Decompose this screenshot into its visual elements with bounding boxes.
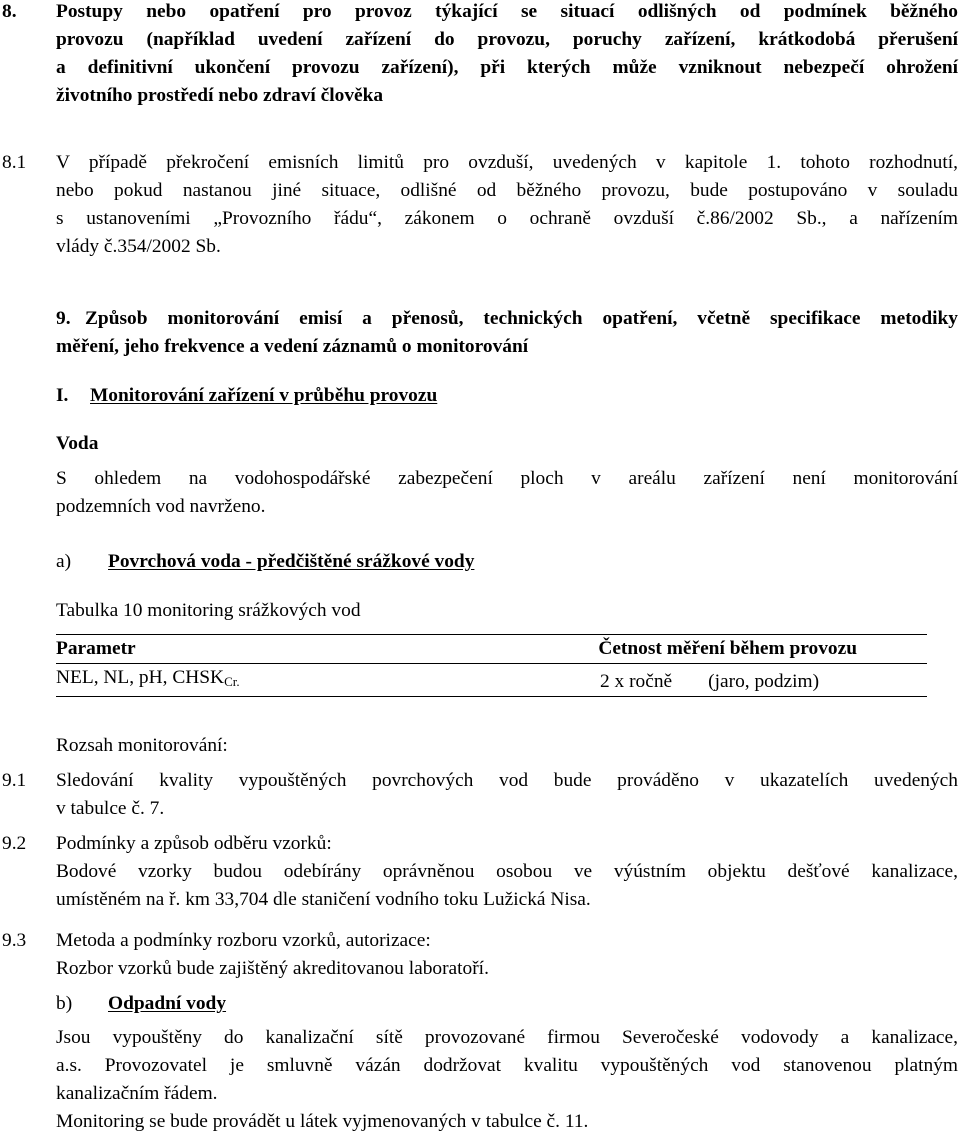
section-9-title bbox=[85, 305, 958, 333]
subsection-a-letter: a) bbox=[56, 551, 72, 572]
item-8-1-line: vlády č.354/2002 Sb. bbox=[56, 236, 221, 257]
odpadni-line: a.s. Provozovatel je smluvně vázán dodržovat kvalitu vypouštěných vod stanovenou platným bbox=[56, 1055, 958, 1076]
subsection-b-letter: b) bbox=[56, 993, 73, 1014]
cetnost-value: 2 x ročně bbox=[600, 671, 673, 692]
item-9-3-number: 9.3 bbox=[2, 930, 27, 951]
voda-line: podzemních vod navrženo. bbox=[56, 496, 266, 517]
section-8-title-line: provozu (například uvedení zařízení do provozu, poruchy zařízení, krátkodobá přerušení bbox=[56, 29, 958, 50]
odpadni-paragraph bbox=[56, 1024, 958, 1136]
section-9-title-line: Způsob monitorování emisí a přenosů, technických opatření, včetně specifikace metodiky bbox=[85, 308, 958, 329]
table-caption: Tabulka 10 monitoring srážkových vod bbox=[56, 600, 361, 621]
item-9-2-line: Podmínky a způsob odběru vzorků: bbox=[56, 833, 332, 854]
item-8-1-line: s ustanoveními „Provozního řádu“, zákonem o ochraně ovzduší č.86/2002 Sb., a nařízením bbox=[56, 208, 958, 229]
odpadni-line: Jsou vypouštěny do kanalizační sítě provozované firmou Severočeské vodovody a kanalizace, bbox=[56, 1027, 958, 1048]
section-8-number: 8. bbox=[2, 1, 17, 22]
section-8-title bbox=[56, 0, 958, 110]
item-9-1-line: v tabulce č. 7. bbox=[56, 798, 165, 819]
table-header-parametr: Parametr bbox=[56, 635, 476, 664]
voda-paragraph bbox=[56, 465, 958, 521]
section-8-title-line: Postupy nebo opatření pro provoz týkající se situací odlišných od podmínek běžného bbox=[56, 1, 958, 22]
item-9-2-number: 9.2 bbox=[2, 833, 27, 854]
monitoring-table bbox=[56, 634, 927, 697]
item-9-3-line: Rozbor vzorků bude zajištěný akreditovanou laboratoří. bbox=[56, 958, 489, 979]
item-9-1-number: 9.1 bbox=[2, 770, 27, 791]
table-row bbox=[56, 664, 927, 697]
item-8-1-line: V případě překročení emisních limitů pro ovzduší, uvedených v kapitole 1. tohoto rozhodnutí, bbox=[56, 152, 958, 173]
parametr-text: NEL, NL, pH, CHSK bbox=[56, 667, 225, 688]
item-8-1-text-cont bbox=[56, 177, 958, 261]
item-8-1-number: 8.1 bbox=[2, 152, 27, 173]
item-9-1-line: Sledování kvality vypouštěných povrchových vod bude prováděno v ukazatelích uvedených bbox=[56, 770, 958, 791]
rozsah-label: Rozsah monitorování: bbox=[56, 735, 228, 756]
table-cell-parametr bbox=[56, 664, 476, 697]
voda-heading: Voda bbox=[56, 433, 99, 454]
item-9-2-line: Bodové vzorky budou odebírány oprávněnou osobou ve výústním objektu dešťové kanalizace, bbox=[56, 861, 958, 882]
item-9-1-text bbox=[56, 767, 958, 823]
section-8-title-line: a definitivní ukončení provozu zařízení), při kterých může vzniknout nebezpečí ohrožení bbox=[56, 57, 958, 78]
section-9-number: 9. bbox=[56, 308, 71, 329]
item-9-3-line: Metoda a podmínky rozboru vzorků, autorizace: bbox=[56, 930, 431, 951]
item-9-2-line: umístěném na ř. km 33,704 dle staničení vodního toku Lužická Nisa. bbox=[56, 889, 591, 910]
section-9-title-line: měření, jeho frekvence a vedení záznamů o monitorování bbox=[56, 336, 529, 357]
table-header-row bbox=[56, 635, 927, 664]
odpadni-line: kanalizačním řádem. bbox=[56, 1083, 218, 1104]
item-8-1-line: nebo pokud nastanou jiné situace, odlišné od běžného provozu, bude postupováno v souladu bbox=[56, 180, 958, 201]
subsection-a-title: Povrchová voda - předčištěné srážkové vody bbox=[108, 551, 475, 572]
voda-line: S ohledem na vodohospodářské zabezpečení ploch v areálu zařízení není monitorování bbox=[56, 468, 958, 489]
item-8-1-text bbox=[56, 149, 958, 177]
item-9-2-text bbox=[56, 830, 958, 914]
cetnost-note: (jaro, podzim) bbox=[708, 671, 820, 692]
table-cell-cetnost bbox=[476, 664, 927, 697]
parametr-subscript: Cr. bbox=[224, 674, 240, 689]
subsection-I-number: I. bbox=[56, 385, 69, 406]
table-header-cetnost: Četnost měření během provozu bbox=[476, 635, 927, 664]
item-9-3-text bbox=[56, 927, 958, 983]
odpadni-line: Monitoring se bude provádět u látek vyjmenovaných v tabulce č. 11. bbox=[56, 1111, 589, 1132]
subsection-b-title: Odpadní vody bbox=[108, 993, 227, 1014]
section-8-title-line: životního prostředí nebo zdraví člověka bbox=[56, 85, 384, 106]
subsection-I-title: Monitorování zařízení v průběhu provozu bbox=[90, 385, 438, 406]
